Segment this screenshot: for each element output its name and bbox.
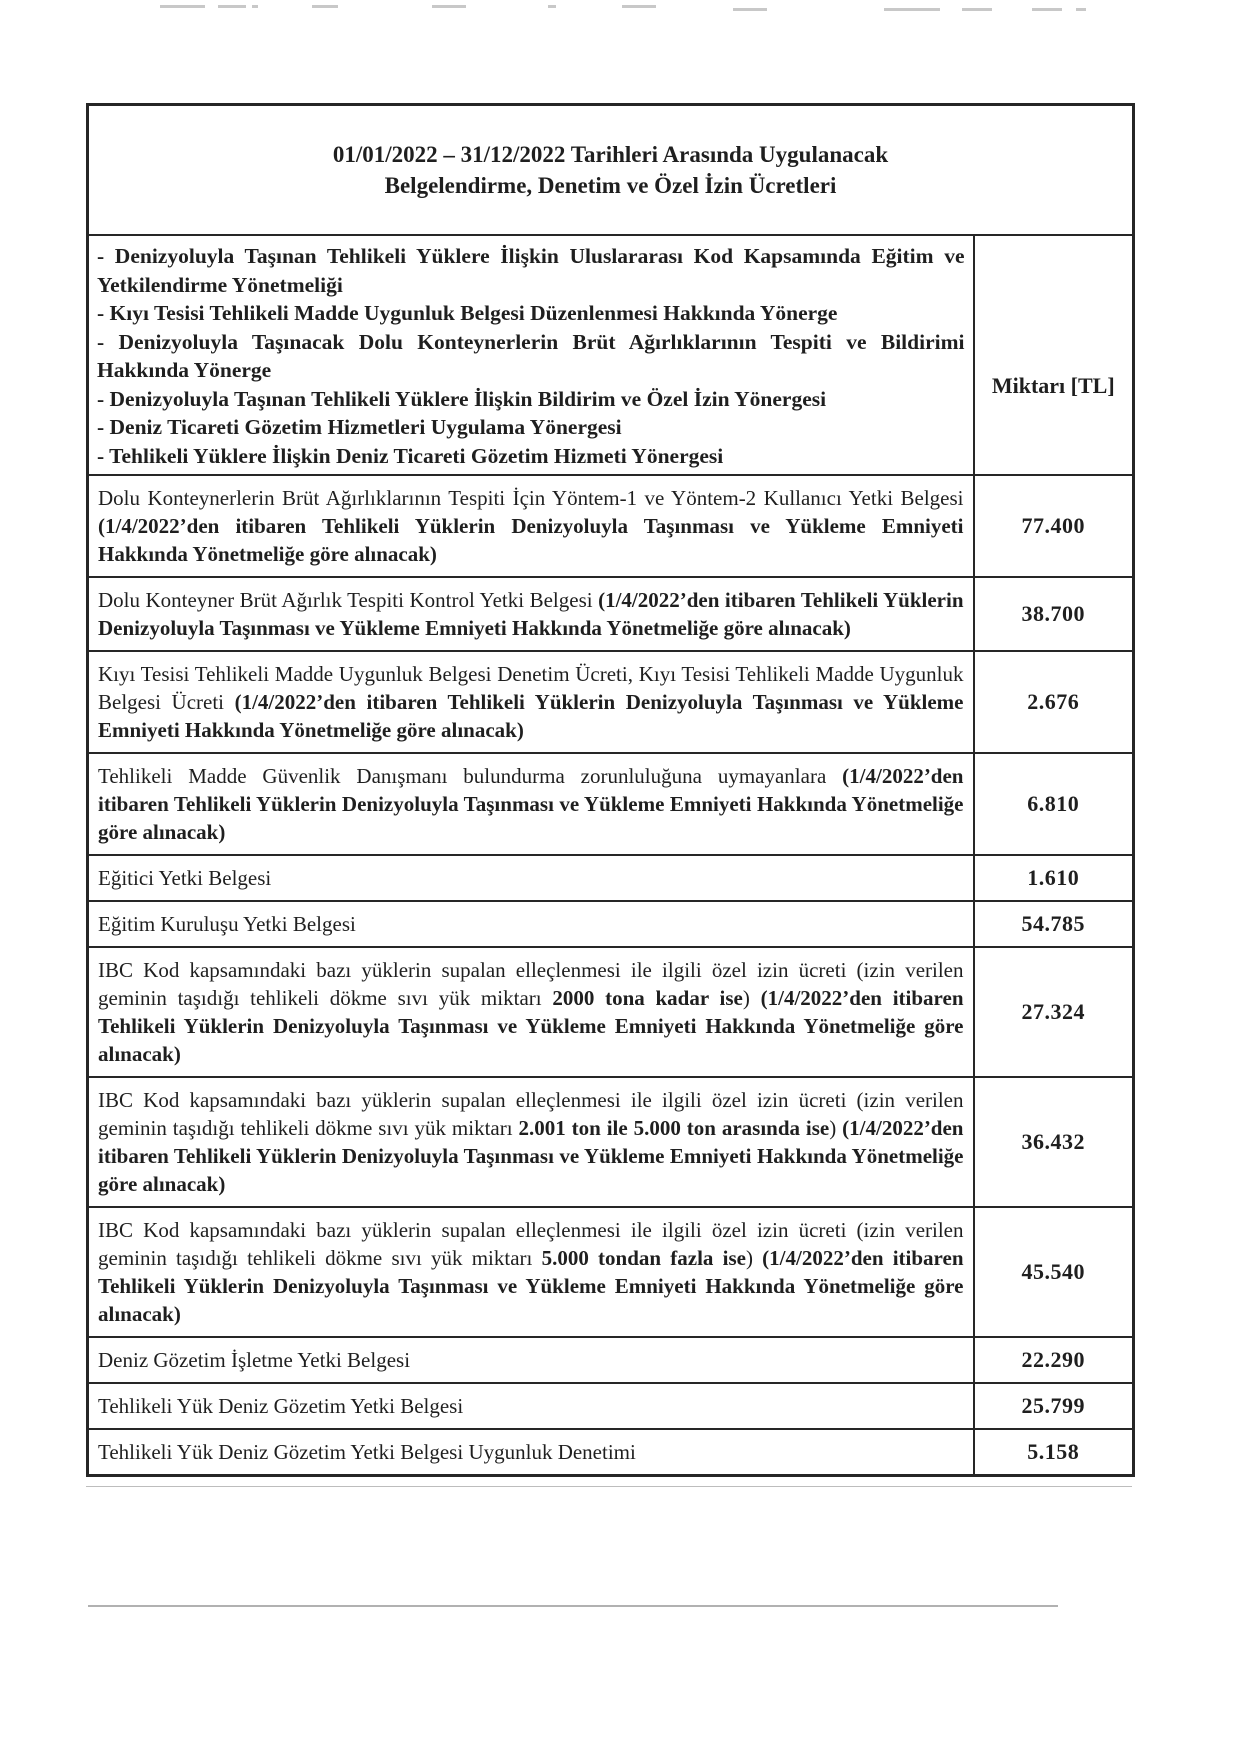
text-segment: 2000 tona kadar ise <box>552 986 743 1010</box>
text-segment: Dolu Konteyner Brüt Ağırlık Tespiti Kontrol Yetki Belgesi <box>98 588 599 612</box>
scan-artifact <box>733 8 767 11</box>
amount-column-header: Miktarı [TL] <box>974 235 1134 475</box>
title-row <box>88 105 1134 236</box>
text-segment: Eğitim Kuruluşu Yetki Belgesi <box>98 912 356 936</box>
table-row <box>88 901 1134 947</box>
fee-amount: 1.610 <box>974 855 1134 901</box>
regulation-item: - Kıyı Tesisi Tehlikeli Madde Uygunluk Belgesi Düzenlenmesi Hakkında Yönerge <box>97 301 838 325</box>
scan-artifact <box>622 5 656 8</box>
fee-amount: 6.810 <box>974 753 1134 855</box>
text-segment: Tehlikeli Yük Deniz Gözetim Yetki Belgesi <box>98 1394 464 1418</box>
text-segment: Deniz Gözetim İşletme Yetki Belgesi <box>98 1348 411 1372</box>
fee-amount: 45.540 <box>974 1207 1134 1337</box>
fee-description <box>88 1383 974 1429</box>
fee-amount: 38.700 <box>974 577 1134 651</box>
text-segment: (1/4/2022’den itibaren Tehlikeli Yüklerin Denizyoluyla Taşınması ve Yükleme Emniyeti Hakkında Yönetmeliğe göre alınacak) <box>98 1246 964 1326</box>
fee-amount: 54.785 <box>974 901 1134 947</box>
text-segment: IBC Kod kapsamındaki bazı yüklerin supalan elleçlenmesi ile ilgili özel izin ücreti (izin verilen geminin taşıdığı tehlikeli dökme sıvı yük miktarı <box>98 1088 964 1140</box>
table-row <box>88 577 1134 651</box>
fee-description <box>88 475 974 577</box>
text-segment: 5.000 tondan fazla ise <box>541 1246 746 1270</box>
scan-artifact <box>548 5 556 8</box>
text-segment: Dolu Konteynerlerin Brüt Ağırlıklarının Tespiti İçin Yöntem-1 ve Yöntem-2 Kullanıcı Yetki Belgesi <box>98 486 964 510</box>
text-segment: Tehlikeli Yük Deniz Gözetim Yetki Belgesi Uygunluk Denetimi <box>98 1440 636 1464</box>
scan-artifact <box>1076 8 1086 11</box>
text-segment: IBC Kod kapsamındaki bazı yüklerin supalan elleçlenmesi ile ilgili özel izin ücreti (izin verilen geminin taşıdığı tehlikeli dökme sıvı yük miktarı <box>98 958 964 1010</box>
regulation-item: - Denizyoluyla Taşınacak Dolu Konteynerlerin Brüt Ağırlıklarının Tespiti ve Bildirimi Hakkında Yönerge <box>97 329 965 382</box>
text-segment: IBC Kod kapsamındaki bazı yüklerin supalan elleçlenmesi ile ilgili özel izin ücreti (izin verilen geminin taşıdığı tehlikeli dökme sıvı yük miktarı <box>98 1218 964 1270</box>
scan-artifact <box>432 5 466 8</box>
fee-description <box>88 1207 974 1337</box>
document-title <box>88 105 1134 236</box>
table-row <box>88 753 1134 855</box>
table-row <box>88 1383 1134 1429</box>
scan-artifact <box>962 8 992 11</box>
fee-description <box>88 1337 974 1383</box>
regulation-item: - Denizyoluyla Taşınan Tehlikeli Yüklere İlişkin Bildirim ve Özel İzin Yönergesi <box>97 386 827 411</box>
fee-description <box>88 901 974 947</box>
fee-description <box>88 753 974 855</box>
fee-amount: 27.324 <box>974 947 1134 1077</box>
fee-amount: 22.290 <box>974 1337 1134 1383</box>
horizontal-rule <box>88 1605 1058 1607</box>
regulation-item: - Denizyoluyla Taşınan Tehlikeli Yüklere İlişkin Uluslararası Kod Kapsamında Eğitim ve Yetkilendirme Yönetmeliği <box>97 244 965 297</box>
document-title-line1: 01/01/2022 – 31/12/2022 Tarihleri Arasında Uygulanacak <box>332 142 889 167</box>
fee-amount: 25.799 <box>974 1383 1134 1429</box>
table-row <box>88 1429 1134 1476</box>
text-segment: Tehlikeli Madde Güvenlik Danışmanı bulundurma zorunluluğuna uymayanlara <box>98 764 843 788</box>
scan-artifact <box>1032 8 1062 11</box>
text-segment: ) <box>829 1116 843 1140</box>
fee-description <box>88 1429 974 1476</box>
text-segment: (1/4/2022’den itibaren Tehlikeli Yüklerin Denizyoluyla Taşınması ve Yükleme Emniyeti Hakkında Yönetmeliğe göre alınacak) <box>98 690 964 742</box>
fee-table-container <box>86 103 1132 1487</box>
regulation-list <box>88 235 974 475</box>
scan-artifact <box>312 5 338 8</box>
scan-artifact <box>218 5 246 8</box>
table-bottom-ghost-line <box>86 1486 1132 1487</box>
text-segment: Eğitici Yetki Belgesi <box>98 866 272 890</box>
fee-description <box>88 577 974 651</box>
table-row <box>88 1337 1134 1383</box>
fee-description <box>88 855 974 901</box>
scan-artifact <box>160 5 205 8</box>
regulation-item: - Tehlikeli Yüklere İlişkin Deniz Ticareti Gözetim Hizmeti Yönergesi <box>97 443 724 468</box>
scan-artifact <box>252 5 258 8</box>
text-segment: 2.001 ton ile 5.000 ton arasında ise <box>518 1116 830 1140</box>
table-row <box>88 1207 1134 1337</box>
scan-artifact <box>884 8 940 11</box>
text-segment: ) <box>745 1246 763 1270</box>
text-segment: Kıyı Tesisi Tehlikeli Madde Uygunluk Belgesi Denetim Ücreti, Kıyı Tesisi Tehlikeli Madde Uygunluk Belgesi Ücreti <box>98 662 964 714</box>
text-segment: ) <box>742 986 761 1010</box>
fee-amount: 77.400 <box>974 475 1134 577</box>
fee-description <box>88 651 974 753</box>
text-segment: (1/4/2022’den itibaren Tehlikeli Yüklerin Denizyoluyla Taşınması ve Yükleme Emniyeti Hakkında Yönetmeliğe göre alınacak) <box>98 986 964 1066</box>
text-segment: (1/4/2022’den itibaren Tehlikeli Yüklerin Denizyoluyla Taşınması ve Yükleme Emniyeti Hakkında Yönetmeliğe göre alınacak) <box>98 588 964 640</box>
table-row <box>88 855 1134 901</box>
fee-table <box>86 103 1135 1477</box>
text-segment: (1/4/2022’den itibaren Tehlikeli Yüklerin Denizyoluyla Taşınması ve Yükleme Emniyeti Hakkında Yönetmeliğe göre alınacak) <box>98 514 964 566</box>
fee-description <box>88 1077 974 1207</box>
table-row <box>88 475 1134 577</box>
text-segment: (1/4/2022’den itibaren Tehlikeli Yüklerin Denizyoluyla Taşınması ve Yükleme Emniyeti Hakkında Yönetmeliğe göre alınacak) <box>98 764 964 844</box>
table-row <box>88 947 1134 1077</box>
fee-description <box>88 947 974 1077</box>
regulation-item: - Deniz Ticareti Gözetim Hizmetleri Uygulama Yönergesi <box>97 415 622 439</box>
document-title-line2: Belgelendirme, Denetim ve Özel İzin Ücretleri <box>384 173 837 198</box>
table-row <box>88 1077 1134 1207</box>
text-segment: (1/4/2022’den itibaren Tehlikeli Yüklerin Denizyoluyla Taşınması ve Yükleme Emniyeti Hakkında Yönetmeliğe göre alınacak) <box>98 1116 964 1196</box>
header-row <box>88 235 1134 475</box>
table-row <box>88 651 1134 753</box>
fee-amount: 5.158 <box>974 1429 1134 1476</box>
fee-amount: 36.432 <box>974 1077 1134 1207</box>
fee-amount: 2.676 <box>974 651 1134 753</box>
